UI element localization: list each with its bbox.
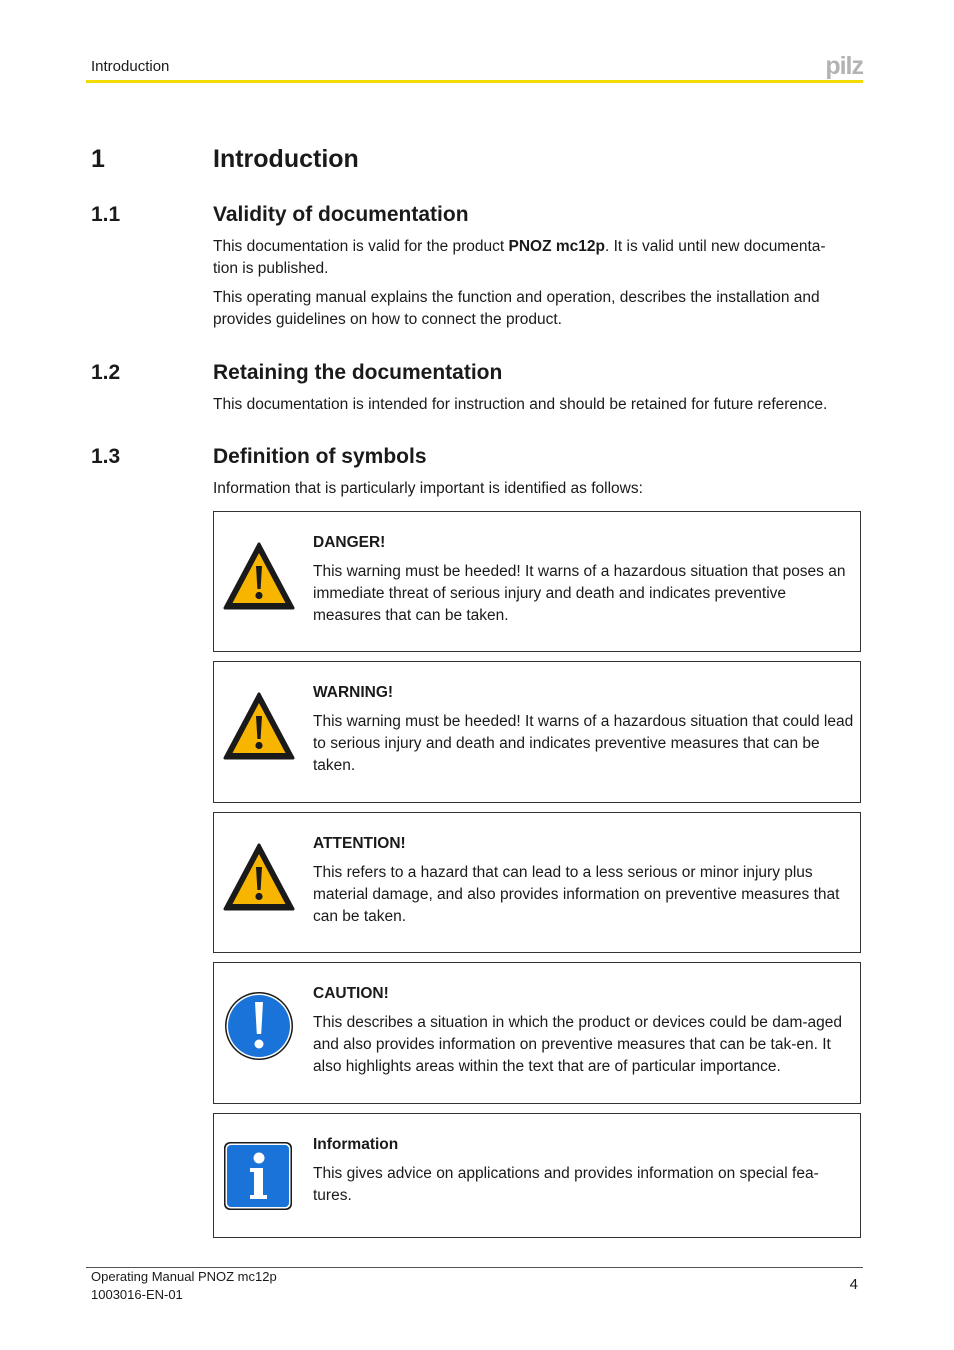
product-name: PNOZ mc12p — [508, 238, 605, 255]
notice-caution — [213, 962, 861, 1104]
notice-attention — [213, 812, 861, 953]
notice-warning — [213, 661, 861, 803]
paragraph: Information that is particularly important is identified as follows: — [213, 480, 643, 497]
notice-title: WARNING! — [313, 684, 394, 701]
subsection-title: Retaining the documentation — [213, 361, 503, 384]
paragraph-text: . It is valid until new documenta-tion is published. — [213, 238, 826, 277]
notice-body: This describes a situation in which the product or devices could be dam-aged and also provides information on preventive measures that can be tak-en. It also highlights areas within the text that are of particular importance. — [313, 1014, 843, 1075]
header-rule — [86, 80, 863, 83]
subsection-title: Validity of documentation — [213, 203, 469, 226]
paragraph — [213, 236, 849, 280]
notice-body: This gives advice on applications and provides information on special fea-tures. — [313, 1165, 819, 1204]
page-number: 4 — [849, 1276, 858, 1293]
footer-document-number: 1003016-EN-01 — [91, 1287, 183, 1302]
footer-rule — [86, 1267, 863, 1268]
section-title: Introduction — [213, 145, 359, 173]
subsection-number: 1.3 — [91, 445, 121, 468]
notice-title: ATTENTION! — [313, 835, 406, 852]
pilz-logo: pilz — [825, 52, 863, 80]
notice-information — [213, 1113, 861, 1238]
header-title: Introduction — [91, 58, 170, 75]
section-number: 1 — [91, 145, 105, 173]
notice-body: This warning must be heeded! It warns of a hazardous situation that poses an immediate threat of serious injury and death and indicates preventive measures that can be taken. — [313, 563, 846, 624]
warning-triangle-icon — [223, 690, 295, 762]
info-square-icon — [223, 1141, 293, 1211]
footer-document-title: Operating Manual PNOZ mc12p — [91, 1269, 277, 1284]
subsection-number: 1.1 — [91, 203, 121, 226]
warning-triangle-icon — [223, 540, 295, 612]
exclamation-circle-icon — [223, 990, 295, 1062]
notice-danger — [213, 511, 861, 652]
subsection-title: Definition of symbols — [213, 445, 427, 468]
notice-title: CAUTION! — [313, 985, 389, 1002]
warning-triangle-icon — [223, 841, 295, 913]
notice-body: This warning must be heeded! It warns of a hazardous situation that could lead to serious injury and death and indicates preventive measures that can be taken. — [313, 713, 854, 774]
paragraph: This documentation is intended for instruction and should be retained for future reference. — [213, 396, 828, 413]
notice-title: Information — [313, 1136, 399, 1153]
paragraph-text: This documentation is valid for the product — [213, 238, 509, 255]
subsection-number: 1.2 — [91, 361, 121, 384]
paragraph: This operating manual explains the function and operation, describes the installation and provides guidelines on how to connect the product. — [213, 289, 820, 328]
notice-title: DANGER! — [313, 534, 386, 551]
page-header — [91, 52, 863, 82]
notice-body: This refers to a hazard that can lead to a less serious or minor injury plus material damage, and also provides information on preventive measures that can be taken. — [313, 864, 840, 925]
